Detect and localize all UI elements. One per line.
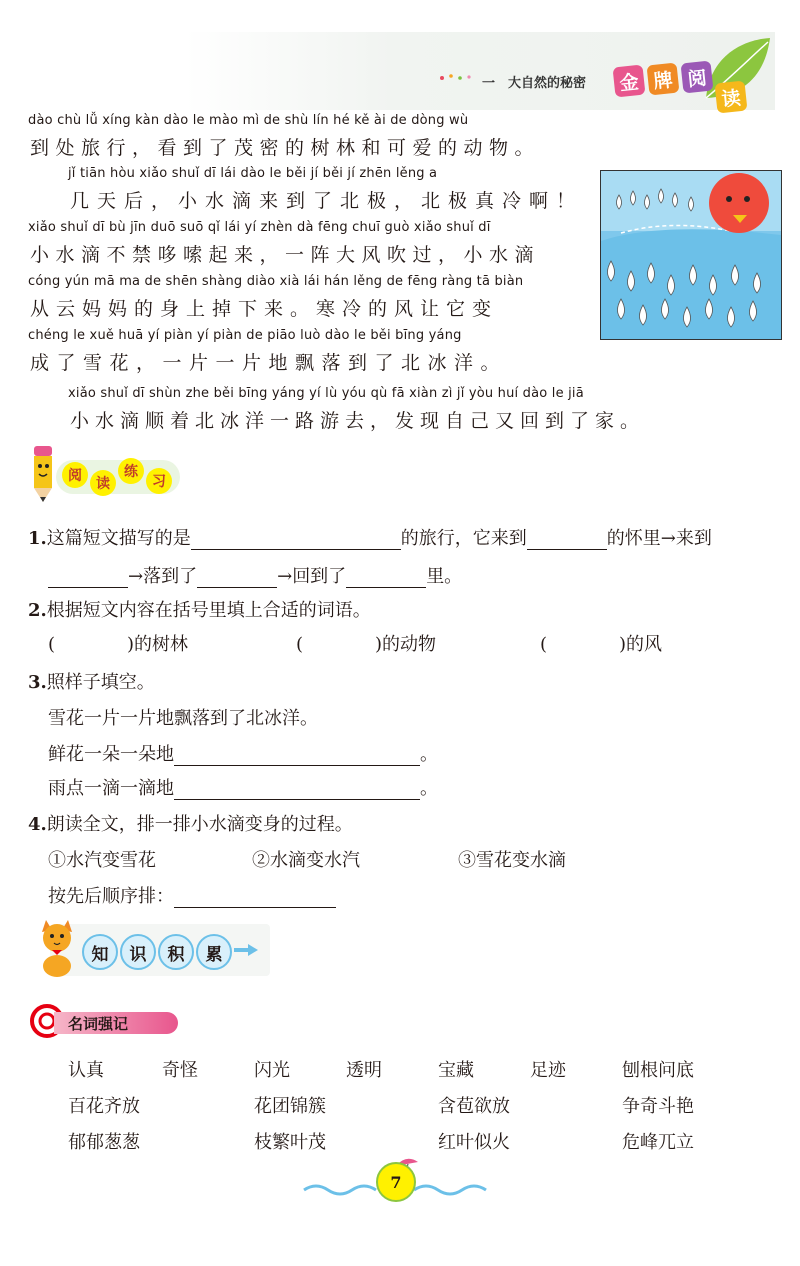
answer-item[interactable]: ( )的树林: [48, 634, 189, 655]
question-2: 2.根据短文内容在括号里填上合适的词语。: [28, 600, 371, 621]
banner-char: 积: [158, 934, 194, 970]
pinyin-line: xiǎo shuǐ dī shùn zhe běi bīng yáng yí lù yóu qù fā xiàn zì jǐ yòu huí dào le jiā: [68, 386, 584, 401]
vocab-word: 刨根问底: [622, 1060, 694, 1081]
answer-item[interactable]: ( )的动物: [296, 634, 437, 655]
vocab-word: 宝藏: [438, 1060, 474, 1081]
answer-blank[interactable]: [346, 569, 426, 588]
vocab-word: 枝繁叶茂: [254, 1132, 326, 1153]
vocab-word: 认真: [68, 1060, 104, 1081]
pinyin-line: jǐ tiān hòu xiǎo shuǐ dī lái dào le běi jí běi jí zhēn lěng a: [68, 166, 438, 181]
example-sentence: 雪花一片一片地飘落到了北冰洋。: [48, 708, 318, 729]
fill-sentence-2: 雨点一滴一滴地 。: [48, 778, 438, 799]
logo-char: 金: [613, 65, 646, 98]
vocab-word: 闪光: [254, 1060, 290, 1081]
vocab-word: 奇怪: [162, 1060, 198, 1081]
story-line: 成了雪花，一片一片地飘落到了北冰洋。: [30, 352, 508, 374]
story-line: 小水滴不禁哆嗦起来，一阵大风吹过，小水滴: [30, 244, 541, 266]
question-1-continued: →落到了 →回到了 里。: [48, 562, 462, 588]
pencil-mascot-icon: [26, 444, 60, 506]
cat-mascot-icon: [32, 918, 82, 978]
answer-blank[interactable]: [197, 569, 277, 588]
answer-blank[interactable]: [174, 747, 420, 766]
answer-item[interactable]: ( )的风: [540, 634, 663, 655]
arrow-icon: →: [660, 528, 676, 549]
question-3: 3.照样子填空。: [28, 672, 155, 693]
logo-char: 牌: [647, 63, 680, 96]
answer-blank[interactable]: [527, 531, 607, 550]
answer-blank[interactable]: [174, 889, 336, 908]
banner-char: 知: [82, 934, 118, 970]
pinyin-line: chéng le xuě huā yí piàn yí piàn de piāo luò dào le běi bīng yáng: [28, 328, 462, 343]
decorative-dots-icon: [438, 72, 478, 82]
arrow-right-icon: [234, 944, 258, 956]
banner-char: 累: [196, 934, 232, 970]
story-line: 到处旅行，看到了茂密的树林和可爱的动物。: [30, 137, 541, 159]
brand-logo: [612, 38, 772, 111]
story-line: 从云妈妈的身上掉下来。寒冷的风让它变: [30, 298, 499, 320]
reading-exercise-banner: [26, 444, 186, 506]
vocab-word: 百花齐放: [68, 1096, 140, 1117]
story-line: 几天后，小水滴来到了北极，北极真冷啊！: [70, 190, 584, 212]
question-4: 4.朗读全文，排一排小水滴变身的过程。: [28, 814, 353, 835]
nouns-title-banner: [30, 1004, 178, 1038]
answer-blank[interactable]: [48, 569, 128, 588]
banner-char: 练: [118, 458, 144, 484]
logo-char: 读: [715, 81, 748, 114]
knowledge-banner: [30, 916, 270, 980]
vocab-word: 含苞欲放: [438, 1096, 510, 1117]
arrow-icon: →: [277, 566, 293, 587]
banner-char: 识: [120, 934, 156, 970]
vocab-word: 争奇斗艳: [622, 1096, 694, 1117]
pinyin-line: dào chù lǚ xíng kàn dào le mào mì de shù lín hé kě ài de dòng wù: [28, 113, 469, 128]
nouns-title: 名词强记: [68, 1015, 129, 1033]
banner-char: 阅: [62, 462, 88, 488]
pinyin-line: xiǎo shuǐ dī bù jīn duō suō qǐ lái yí zhèn dà fēng chuī guò xiǎo shuǐ dī: [28, 220, 491, 235]
section-title: 一 大自然的秘密: [482, 76, 587, 91]
answer-blank[interactable]: [191, 531, 401, 550]
vocab-word: 危峰兀立: [622, 1132, 694, 1153]
order-answer: 按先后顺序排：: [48, 882, 336, 908]
story-line: 小水滴顺着北冰洋一路游去，发现自己又回到了家。: [70, 410, 646, 432]
vocab-word: 郁郁葱葱: [68, 1132, 140, 1153]
vocab-word: 花团锦簇: [254, 1096, 326, 1117]
option-item: ①水汽变雪花: [48, 850, 156, 871]
fill-sentence-1: 鲜花一朵一朵地 。: [48, 744, 438, 765]
logo-char: 阅: [681, 61, 714, 94]
option-item: ②水滴变水汽: [252, 850, 360, 871]
banner-char: 习: [146, 468, 172, 494]
question-1: 1.这篇短文描写的是 的旅行，它来到 的怀里→来到: [28, 528, 712, 549]
pinyin-line: cóng yún mā ma de shēn shàng diào xià lái hán lěng de fēng ràng tā biàn: [28, 274, 524, 289]
answer-blank[interactable]: [174, 781, 420, 800]
vocab-word: 足迹: [530, 1060, 566, 1081]
arrow-icon: →: [128, 566, 144, 587]
water-droplets-illustration: [601, 171, 781, 339]
vocab-word: 红叶似火: [438, 1132, 510, 1153]
option-item: ③雪花变水滴: [458, 850, 566, 871]
story-illustration: [600, 170, 782, 340]
banner-char: 读: [90, 470, 116, 496]
vocab-word: 透明: [346, 1060, 382, 1081]
page-number: 7: [376, 1162, 416, 1202]
